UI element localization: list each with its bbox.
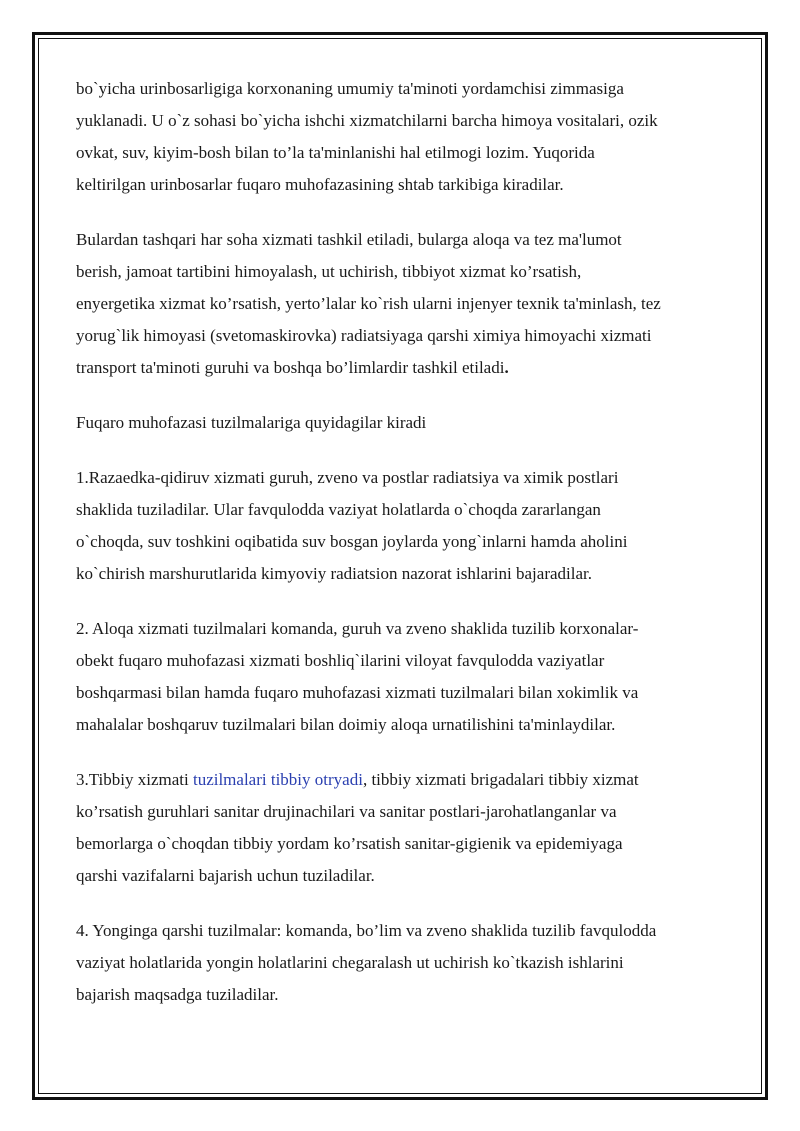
text-line: 2. Aloqa xizmati tuzilmalari komanda, guruh va zveno shaklida tuzilib korxonalar- — [76, 619, 639, 638]
text-line: bajarish maqsadga tuziladilar. — [76, 985, 279, 1004]
text-line: ovkat, suv, kiyim-bosh bilan to’la ta'minlanishi hal etilmogi lozim. Yuqorida — [76, 143, 595, 162]
text-segment: 3.Tibbiy xizmati — [76, 770, 193, 789]
paragraph-7 — [76, 915, 728, 1011]
text-line: 4. Yonginga qarshi tuzilmalar: komanda, bo’lim va zveno shaklida tuzilib favqulodda — [76, 921, 657, 940]
paragraph-1 — [76, 73, 728, 201]
text-line: Fuqaro muhofazasi tuzilmalariga quyidagilar kiradi — [76, 413, 427, 432]
text-line: vaziyat holatlarida yongin holatlarini chegaralash ut uchirish ko`tkazish ishlarini — [76, 953, 624, 972]
text-line: yorug`lik himoyasi (svetomaskirovka) radiatsiyaga qarshi ximiya himoyachi xizmati — [76, 326, 652, 345]
text-line: obekt fuqaro muhofazasi xizmati boshliq`ilarini viloyat favqulodda vaziyatlar — [76, 651, 605, 670]
text-line: Bulardan tashqari har soha xizmati tashkil etiladi, bularga aloqa va tez ma'lumot — [76, 230, 622, 249]
text-line: yuklanadi. U o`z sohasi bo`yicha ishchi xizmatchilarni barcha himoya vositalari, ozik — [76, 111, 658, 130]
text-line — [76, 764, 728, 796]
end-mark: . — [504, 358, 509, 377]
text-line: bo`yicha urinbosarligiga korxonaning umumiy ta'minoti yordamchisi zimmasiga — [76, 79, 624, 98]
text-line: keltirilgan urinbosarlar fuqaro muhofazasining shtab tarkibiga kiradilar. — [76, 175, 564, 194]
text-line: ko`chirish marshurutlarida kimyoviy radiatsion nazorat ishlarini bajaradilar. — [76, 564, 592, 583]
text-line: bemorlarga o`choqdan tibbiy yordam ko’rsatish sanitar-gigienik va epidemiyaga — [76, 834, 623, 853]
text-line — [76, 352, 728, 384]
paragraph-4 — [76, 462, 728, 590]
text-line: qarshi vazifalarni bajarish uchun tuziladilar. — [76, 866, 375, 885]
text-line: ko’rsatish guruhlari sanitar drujinachilari va sanitar postlari-jarohatlanganlar va — [76, 802, 617, 821]
paragraph-3 — [76, 407, 728, 439]
text-segment: , tibbiy xizmati brigadalari tibbiy xizmat — [362, 770, 639, 789]
text-line: shaklida tuziladilar. Ular favqulodda vaziyat holatlarda o`choqda zararlangan — [76, 500, 601, 519]
document-body — [76, 73, 728, 1034]
text-segment: transport ta'minoti guruhi va boshqa bo’limlardir tashkil etiladi — [76, 358, 505, 377]
text-line: 1.Razaedka-qidiruv xizmati guruh, zveno va postlar radiatsiya va ximik postlari — [76, 468, 619, 487]
paragraph-5 — [76, 613, 728, 741]
hyperlink[interactable]: tuzilmalari tibbiy otryadi — [192, 770, 363, 789]
paragraph-2 — [76, 224, 728, 384]
text-line: enyergetika xizmat ko’rsatish, yerto’lalar ko`rish ularni injenyer texnik ta'minlash, tez — [76, 294, 661, 313]
text-line: mahalalar boshqaruv tuzilmalari bilan doimiy aloqa urnatilishini ta'minlaydilar. — [76, 715, 616, 734]
paragraph-6 — [76, 764, 728, 892]
text-line: o`choqda, suv toshkini oqibatida suv bosgan joylarda yong`inlarni hamda aholini — [76, 532, 628, 551]
text-line: berish, jamoat tartibini himoyalash, ut uchirish, tibbiyot xizmat ko’rsatish, — [76, 262, 582, 281]
text-line: boshqarmasi bilan hamda fuqaro muhofazasi xizmati tuzilmalari bilan xokimlik va — [76, 683, 639, 702]
